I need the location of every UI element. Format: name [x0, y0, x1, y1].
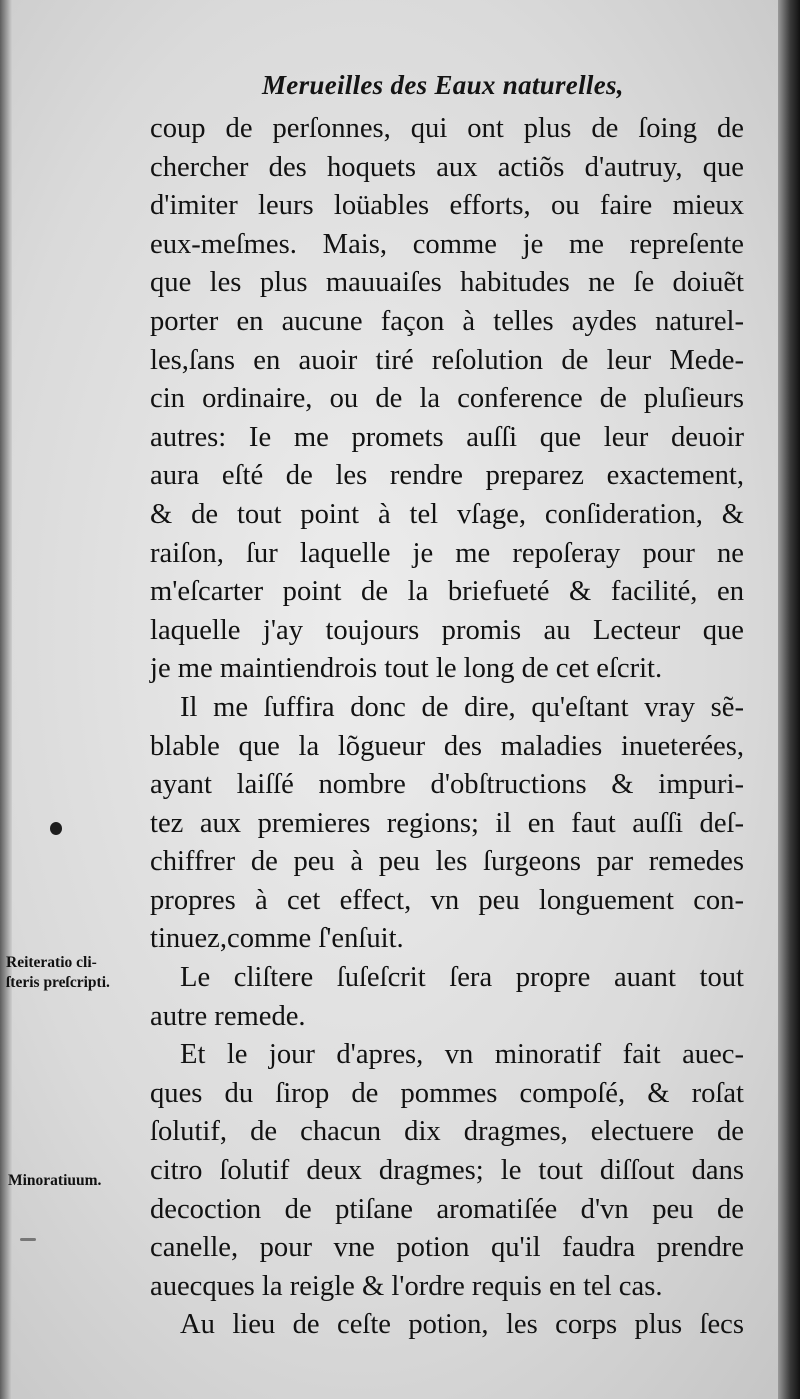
- text-line: ayant laiſſé nombre d'obſtructions & impuri-: [150, 769, 744, 801]
- text-line: porter en aucune façon à telles aydes naturel-: [150, 305, 744, 337]
- text-line: chiffrer de peu à peu les ſurgeons par remedes: [150, 846, 744, 878]
- text-line: ſolutif, de chacun dix dragmes, electuere de: [150, 1116, 744, 1148]
- margin-note-line: ſteris preſcripti.: [6, 974, 110, 991]
- text-line: raiſon, ſur laquelle je me repoſeray pour ne: [150, 537, 744, 569]
- body-text: [150, 110, 744, 1345]
- text-line: cin ordinaire, ou de la conference de pluſieurs: [150, 383, 744, 415]
- text-line: je me maintiendrois tout le long de cet eſcrit.: [150, 653, 663, 685]
- text-line: blable que la lõgueur des maladies inueterées,: [150, 730, 744, 762]
- text-line: aura eſté de les rendre preparez exactement,: [150, 460, 744, 492]
- text-line: que les plus mauuaiſes habitudes ne ſe doiuẽt: [150, 267, 744, 299]
- text-line: m'eſcarter point de la briefueté & facilité, en: [150, 576, 744, 608]
- text-line: autres: Ie me promets auſſi que leur deuoir: [150, 421, 744, 453]
- text-line: & de tout point à tel vſage, conſideration, &: [150, 498, 744, 530]
- margin-note-line: Reiteratio cli-: [6, 954, 97, 971]
- ink-smudge: [20, 1238, 36, 1241]
- text-line: citro ſolutif deux dragmes; le tout diſſout dans: [150, 1155, 744, 1187]
- page-edge-shadow: [778, 0, 800, 1399]
- text-line: canelle, pour vne potion qu'il faudra prendre: [150, 1232, 744, 1264]
- text-line: chercher des hoquets aux actiõs d'autruy, que: [150, 151, 744, 183]
- text-line: laquelle j'ay toujours promis au Lecteur que: [150, 614, 744, 646]
- text-line: ques du ſirop de pommes compoſé, & roſat: [150, 1077, 744, 1109]
- text-line: coup de perſonnes, qui ont plus de ſoing de: [150, 113, 744, 144]
- text-line: auecques la reigle & l'ordre requis en tel cas.: [150, 1270, 663, 1302]
- ink-dot: [50, 822, 62, 835]
- margin-note-reiteratio: [6, 953, 110, 993]
- running-header: Merueilles des Eaux naturelles,: [262, 70, 624, 100]
- text-line: tinuez,comme ſ'enſuit.: [150, 923, 404, 955]
- text-line: Le cliſtere ſuſeſcrit ſera propre auant tout: [180, 962, 744, 994]
- text-line: autre remede.: [150, 1000, 306, 1032]
- margin-note-line: Minoratiuum.: [8, 1172, 102, 1189]
- text-line: Et le jour d'apres, vn minoratif fait auec-: [180, 1039, 744, 1071]
- text-line: tez aux premieres regions; il en faut auſſi deſ-: [150, 807, 744, 839]
- text-line: decoction de ptiſane aromatiſée d'vn peu de: [150, 1193, 744, 1225]
- text-line: propres à cet effect, vn peu longuement con-: [150, 884, 744, 916]
- text-line: eux-meſmes. Mais, comme je me repreſente: [150, 228, 744, 260]
- text-line: les,ſans en auoir tiré reſolution de leur Mede-: [150, 344, 744, 376]
- text-line: d'imiter leurs loüables efforts, ou faire mieux: [150, 190, 744, 222]
- margin-note-minoratiuum: [8, 1171, 101, 1191]
- text-line: Au lieu de ceſte potion, les corps plus ſecs: [180, 1309, 744, 1341]
- text-line: Il me ſuffira donc de dire, qu'eſtant vray sẽ-: [180, 691, 744, 723]
